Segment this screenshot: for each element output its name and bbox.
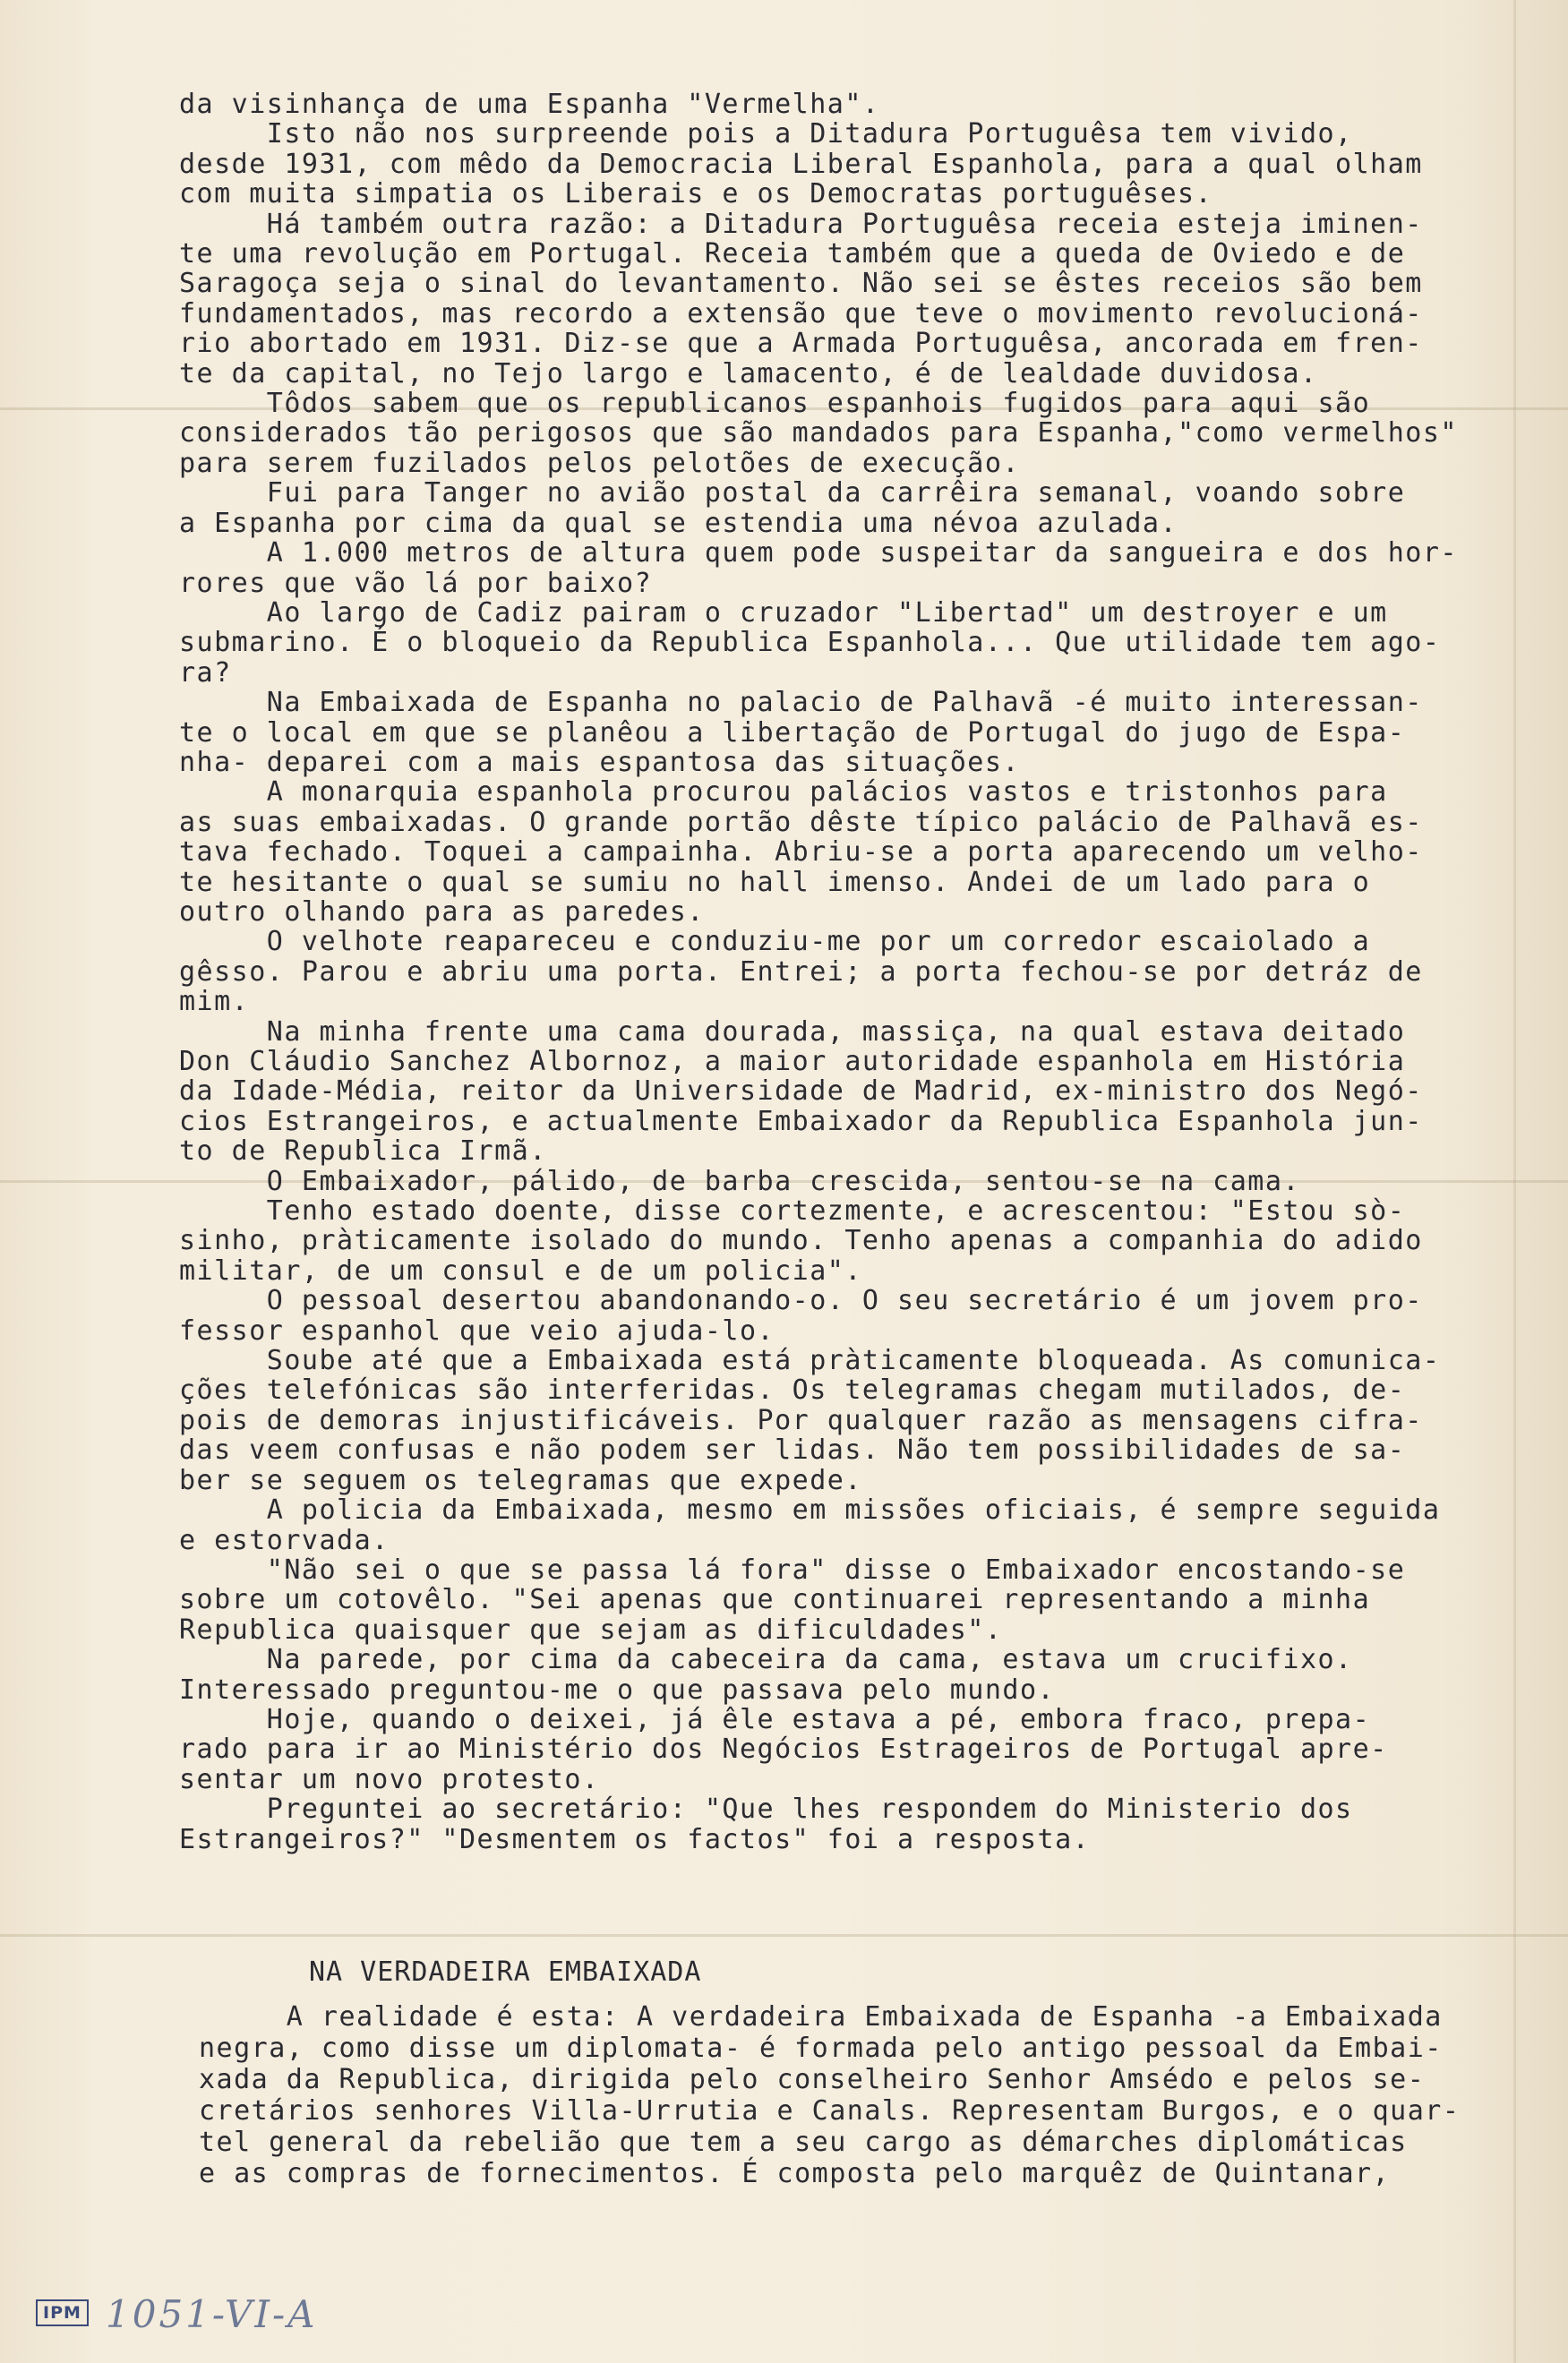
text-line: A realidade é esta: A verdadeira Embaixada de Espanha -a Embaixada: [199, 2001, 1443, 2033]
section-heading: NA VERDADEIRA EMBAIXADA: [309, 1956, 702, 1988]
paper-edge-shadow: [1513, 0, 1516, 2363]
text-line: Hoje, quando o deixei, já êle estava a pé, embora fraco, prepa-: [179, 1703, 1371, 1735]
text-line: Preguntei ao secretário: "Que lhes respondem do Ministerio dos: [179, 1794, 1353, 1826]
text-line: O Embaixador, pálido, de barba crescida, sentou-se na cama.: [179, 1165, 1300, 1197]
typed-body-text: [179, 90, 1469, 1854]
text-line: Republica quaisquer que sejam as dificuldades".: [179, 1614, 1003, 1646]
text-line: Soube até que a Embaixada está pràticamente bloqueada. As comunica-: [179, 1345, 1441, 1377]
text-line: Isto não nos surpreende pois a Ditadura Portuguêsa tem vivido,: [179, 118, 1353, 150]
text-line: te hesitante o qual se sumiu no hall imenso. Andei de um lado para o: [179, 866, 1371, 898]
text-line: rores que vão lá por baixo?: [179, 567, 653, 599]
typed-body-text-continued: [199, 2001, 1488, 2189]
text-line: e estorvada.: [179, 1524, 390, 1556]
text-line: tel general da rebelião que tem a seu cargo as démarches diplomáticas: [199, 2127, 1408, 2158]
text-line: pois de demoras injustificáveis. Por qualquer razão as mensagens cifra-: [179, 1404, 1423, 1436]
text-line: xada da Republica, dirigida pelo conselheiro Senhor Amsédo e pelos se-: [199, 2064, 1426, 2095]
text-line: Ao largo de Cadiz pairam o cruzador "Libertad" um destroyer e um: [179, 596, 1388, 629]
text-line: Don Cláudio Sanchez Albornoz, a maior autoridade espanhola em História: [179, 1046, 1406, 1077]
text-line: O velhote reapareceu e conduziu-me por um corredor escaiolado a: [179, 926, 1371, 958]
text-line: das veem confusas e não podem ser lidas. Não tem possibilidades de sa-: [179, 1434, 1406, 1467]
text-line: rado para ir ao Ministério dos Negócios Estrageiros de Portugal apre-: [179, 1734, 1388, 1766]
text-line: Fui para Tanger no avião postal da carrêira semanal, voando sobre: [179, 477, 1406, 509]
text-line: e as compras de fornecimentos. É composta pelo marquêz de Quintanar,: [199, 2158, 1391, 2189]
text-line: A monarquia espanhola procurou palácios vastos e tristonhos para: [179, 776, 1388, 809]
text-line: te uma revolução em Portugal. Receia também que a queda de Oviedo e de: [179, 238, 1406, 270]
text-line: "Não sei o que se passa lá fora" disse o Embaixador encostando-se: [179, 1554, 1406, 1586]
text-line: ções telefónicas são interferidas. Os telegramas chegam mutilados, de-: [179, 1374, 1406, 1407]
text-line: rio abortado em 1931. Diz-se que a Armada Portuguêsa, ancorada em fren-: [179, 328, 1423, 360]
text-line: tava fechado. Toquei a campainha. Abriu-se a porta aparecendo um velho-: [179, 836, 1423, 869]
text-line: fundamentados, mas recordo a extensão que teve o movimento revolucioná-: [179, 297, 1423, 330]
text-line: te da capital, no Tejo largo e lamacento, é de lealdade duvidosa.: [179, 357, 1318, 390]
text-line: Na Embaixada de Espanha no palacio de Palhavã -é muito interessan-: [179, 687, 1423, 719]
text-line: para serem fuzilados pelos pelotões de execução.: [179, 447, 1020, 479]
text-line: to de Republica Irmã.: [179, 1135, 547, 1168]
text-line: ra?: [179, 656, 232, 689]
text-line: cretários senhores Villa-Urrutia e Canals. Representam Burgos, e o quar-: [199, 2095, 1461, 2127]
fold-line: [0, 1934, 1568, 1937]
text-line: sinho, pràticamente isolado do mundo. Tenho apenas a companhia do adido: [179, 1225, 1423, 1257]
text-line: Interessado preguntou-me o que passava pelo mundo.: [179, 1674, 1056, 1706]
text-line: da visinhança de uma Espanha "Vermelha".: [179, 89, 880, 120]
text-line: A 1.000 metros de altura quem pode suspeitar da sangueira e dos hor-: [179, 537, 1458, 569]
text-line: Na minha frente uma cama dourada, massiça, na qual estava deitado: [179, 1015, 1406, 1048]
text-line: submarino. É o bloqueio da Republica Espanhola... Que utilidade tem ago-: [179, 627, 1441, 659]
text-line: te o local em que se planêou a libertação de Portugal do jugo de Espa-: [179, 716, 1406, 749]
text-line: Na parede, por cima da cabeceira da cama, estava um crucifixo.: [179, 1644, 1353, 1676]
text-line: sentar um novo protesto.: [179, 1763, 600, 1795]
archive-stamp: IPM: [36, 2299, 89, 2326]
text-line: desde 1931, com mêdo da Democracia Liberal Espanhola, para a qual olham: [179, 148, 1423, 180]
text-line: Saragoça seja o sinal do levantamento. Não sei se êstes receios são bem: [179, 268, 1423, 300]
text-line: considerados tão perigosos que são mandados para Espanha,"como vermelhos": [179, 417, 1458, 449]
text-line: cios Estrangeiros, e actualmente Embaixador da Republica Espanhola jun-: [179, 1105, 1423, 1137]
text-line: gêsso. Parou e abriu uma porta. Entrei; a porta fechou-se por detráz de: [179, 955, 1423, 988]
text-line: com muita simpatia os Liberais e os Democratas portuguêses.: [179, 178, 1213, 210]
text-line: sobre um cotovêlo. "Sei apenas que continuarei representando a minha: [179, 1584, 1371, 1616]
handwritten-reference: 1051-VI-A: [106, 2292, 318, 2336]
text-line: A policia da Embaixada, mesmo em missões oficiais, é sempre seguida: [179, 1494, 1441, 1527]
text-line: a Espanha por cima da qual se estendia uma névoa azulada.: [179, 507, 1178, 539]
text-line: mim.: [179, 986, 250, 1018]
text-line: da Idade-Média, reitor da Universidade de Madrid, ex-ministro dos Negó-: [179, 1075, 1423, 1108]
text-line: Tôdos sabem que os republicanos espanhois fugidos para aqui são: [179, 388, 1371, 420]
text-line: O pessoal desertou abandonando-o. O seu secretário é um jovem pro-: [179, 1285, 1423, 1317]
text-line: Tenho estado doente, disse cortezmente, e acrescentou: "Estou sò-: [179, 1195, 1406, 1228]
text-line: as suas embaixadas. O grande portão dêste típico palácio de Palhavã es-: [179, 806, 1423, 838]
text-line: Estrangeiros?" "Desmentem os factos" foi a resposta.: [179, 1823, 1091, 1855]
text-line: nha- deparei com a mais espantosa das situações.: [179, 746, 1020, 778]
text-line: Há também outra razão: a Ditadura Portuguêsa receia esteja iminen-: [179, 208, 1423, 240]
text-line: fessor espanhol que veio ajuda-lo.: [179, 1314, 775, 1347]
text-line: outro olhando para as paredes.: [179, 895, 705, 928]
text-line: negra, como disse um diplomata- é formada pelo antigo pessoal da Embai-: [199, 2033, 1443, 2064]
text-line: militar, de um consul e de um policia".: [179, 1254, 862, 1287]
text-line: ber se seguem os telegramas que expede.: [179, 1464, 862, 1496]
